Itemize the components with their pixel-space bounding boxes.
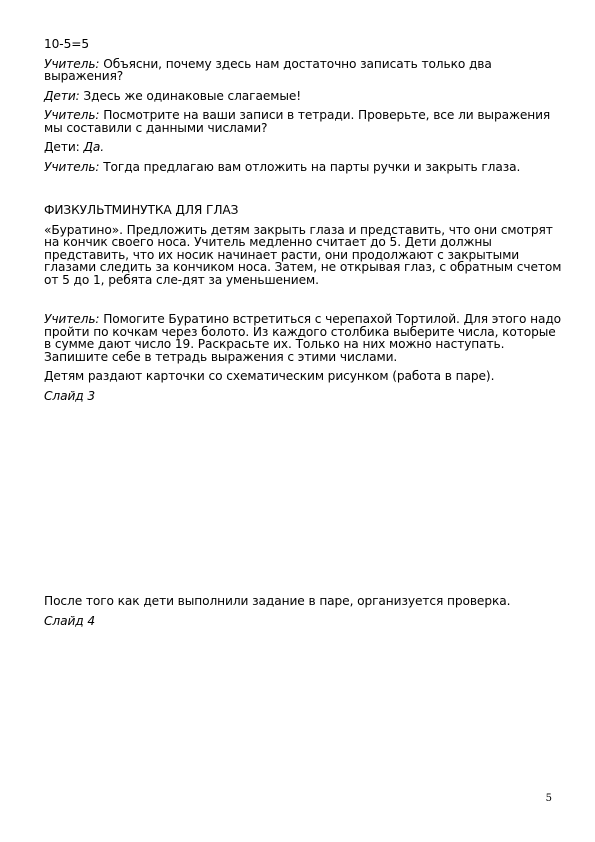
slide-3-label: Слайд 3 — [44, 388, 96, 403]
children-answer-paragraph — [44, 90, 564, 103]
paragraph-text: Объясни, почему здесь нам достаточно записать только два выражения? — [44, 56, 492, 83]
speaker-label: Дети: — [44, 88, 80, 103]
teacher-check-paragraph — [44, 109, 564, 134]
paragraph-text: Помогите Буратино встретиться с черепахой Тортилой. Для этого надо пройти по кочкам через болото. Из каждого столбика выберите числа, которые в сумме дают число 19. Раскрасьте их. Только на них можно наступать. Запишите себе в тетрадь выражения с этими числами. — [44, 312, 561, 364]
speaker-label: Учитель: — [44, 159, 100, 174]
teacher-question-paragraph — [44, 58, 564, 83]
speaker-label: Учитель: — [44, 56, 100, 71]
paragraph-text: Тогда предлагаю вам отложить на парты ручки и закрыть глаза. — [99, 159, 521, 174]
check-paragraph: После того как дети выполнили задание в паре, организуется проверка. — [44, 594, 511, 608]
page-content — [44, 38, 564, 634]
teacher-instruction-paragraph — [44, 161, 564, 174]
cards-paragraph: Детям раздают карточки со схематическим рисунком (работа в паре). — [44, 369, 495, 383]
children-yes-paragraph — [44, 141, 564, 154]
page-number: 5 — [545, 793, 552, 804]
speaker-label: Учитель: — [44, 312, 100, 326]
section-heading: ФИЗКУЛЬТМИНУТКА ДЛЯ ГЛАЗ — [44, 203, 239, 217]
speaker-label: Дети: — [44, 140, 80, 154]
exercise-paragraph: «Буратино». Предложить детям закрыть глаза и представить, что они смотрят на кончик своего носа. Учитель медленно считает до 5. Дети должны представить, что их носик начинает расти, они продолжают с закрытыми глазами следить за кончиком носа. Затем, не открывая глаз, с обратным счетом от 5 до 1, ребята сле-дят за уменьшением. — [44, 222, 562, 287]
teacher-task-paragraph — [44, 313, 564, 363]
equation-line: 10-5=5 — [44, 37, 90, 51]
paragraph-text: Посмотрите на ваши записи в тетради. Проверьте, все ли выражения мы составили с данными числами? — [44, 108, 551, 135]
paragraph-text: Здесь же одинаковые слагаемые! — [79, 88, 302, 103]
slide-4-label: Слайд 4 — [44, 613, 96, 628]
paragraph-text: Да. — [83, 140, 105, 154]
speaker-label: Учитель: — [44, 108, 100, 122]
